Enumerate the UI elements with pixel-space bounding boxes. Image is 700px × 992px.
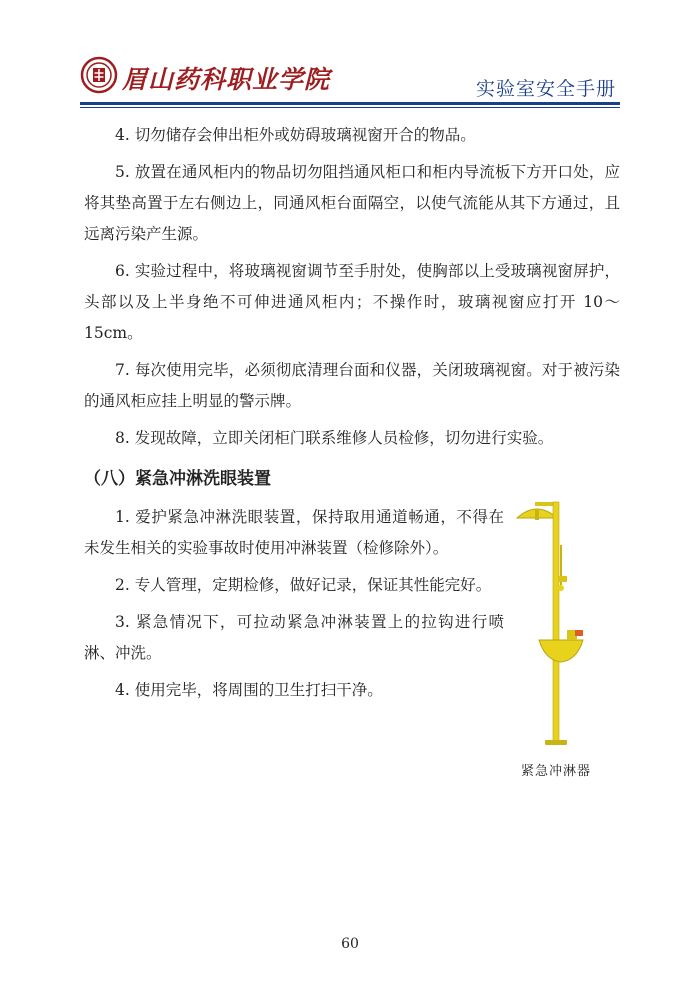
paragraph-item-8: 8. 发现故障，立即关闭柜门联系维修人员检修，切勿进行实验。: [115, 429, 554, 447]
college-logo-text: 眉山药科职业学院: [122, 65, 331, 94]
eyewash-item-2: 2. 专人管理，定期检修，做好记录，保证其性能完好。: [115, 576, 492, 594]
figure-caption: 紧急冲淋器: [520, 764, 591, 779]
paragraph-item-7: 7. 每次使用完毕，必须彻底清理台面和仪器，关闭玻璃视窗。对于被污染的通风柜应挂上明显的警示牌。: [84, 361, 620, 410]
document-title: 实验室安全手册: [475, 78, 616, 100]
page-header: [0, 0, 700, 110]
header-rule-thin: [80, 107, 620, 108]
eyewash-item-3: 3. 紧急情况下，可拉动紧急冲淋装置上的拉钩进行喷淋、冲洗。: [84, 613, 504, 662]
eyewash-item-1: 1. 爱护紧急冲淋洗眼装置，保持取用通道畅通，不得在未发生相关的实验事故时使用冲淋装置（检修除外）。: [84, 508, 504, 557]
fume-hood-rules: [84, 120, 620, 454]
emergency-shower-icon: [505, 490, 615, 750]
header-rule-thick: [80, 102, 620, 105]
eyewash-item-4: 4. 使用完毕，将周围的卫生打扫干净。: [115, 681, 383, 699]
college-seal-icon: [80, 56, 118, 94]
college-logo: [80, 54, 331, 102]
page-number: 60: [341, 936, 359, 952]
section-heading: （八）紧急冲淋洗眼装置: [84, 469, 271, 489]
eyewash-rules: [84, 502, 504, 706]
paragraph-item-6: 6. 实验过程中，将玻璃视窗调节至手肘处，使胸部以上受玻璃视窗屏护，头部以及上半身绝不可伸进通风柜内；不操作时，玻璃视窗应打开 10～15cm。: [84, 262, 620, 342]
paragraph-item-5: 5. 放置在通风柜内的物品切勿阻挡通风柜口和柜内导流板下方开口处，应将其垫高置于左右侧边上，同通风柜台面隔空，以使气流能从其下方通过，且远离污染产生源。: [84, 163, 620, 243]
paragraph-item-4: 4. 切勿储存会伸出柜外或妨碍玻璃视窗开合的物品。: [115, 126, 476, 144]
emergency-shower-figure: [505, 490, 615, 750]
